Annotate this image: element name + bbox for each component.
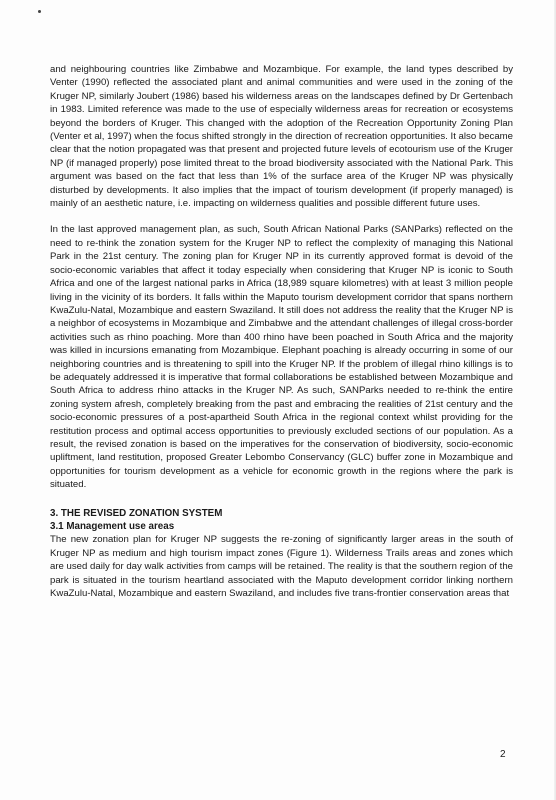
document-body bbox=[50, 63, 513, 600]
scan-speck bbox=[38, 10, 41, 13]
body-paragraph-2: In the last approved management plan, as such, South African National Parks (SANParks) reflected on the need to re-think the zonation system for the Kruger NP to reflect the complexity of managing this National Park in the 21st century. The zoning plan for Kruger NP in its currently approved format is devoid of the socio-economic variables that affect it today especially when considering that Kruger NP is iconic to South Africa and one of the largest national parks in Africa (18,989 square kilometres) with at least 3 million people living in the vicinity of its borders. It falls within the Maputo tourism development corridor that spans northern KwaZulu-Natal, Mozambique and eastern Swaziland. It still does not address the reality that the Kruger NP is a neighbor of ecosystems in Mozambique and Zimbabwe and the attendant challenges of illegal cross-border activities such as rhino poaching. More than 400 rhino have been poached in South Africa and the majority was killed in incursions emanating from Mozambique. Elephant poaching is already occurring in some of our neighboring countries and is threatening to spill into the Kruger NP. If the problem of illegal rhino killings is to be adequately addressed it is imperative that formal collaborations be established between Mozambique and South Africa to address rhino attacks in the Kruger NP. As such, SANParks needed to re-think the entire zoning system afresh, completely breaking from the past and embracing the realities of 21st century and the socio-economic pressures of a post-apartheid South Africa in the regional context whilst providing for the restitution process and optimal access opportunities to previously excluded sections of our population. As a result, the revised zonation is based on the imperatives for the conservation of biodiversity, socio-economic upliftment, land restitution, proposed Greater Lebombo Conservancy (GLC) buffer zone in Mozambique and opportunities for tourism development as a vehicle for economic growth in the regions where the park is situated. bbox=[50, 224, 513, 491]
subsection-heading: 3.1 Management use areas bbox=[50, 521, 175, 532]
section-paragraph: The new zonation plan for Kruger NP suggests the re-zoning of significantly larger areas in the south of Kruger NP as medium and high tourism impact zones (Figure 1). Wilderness Trails areas and zones which are used daily for day walk activities from camps will be retained. The reality is that the southern region of the park is situated in the tourism heartland associated with the Maputo development corridor linking northern KwaZulu-Natal, Mozambique and eastern Swaziland, and includes five trans-frontier conservation areas that bbox=[50, 534, 513, 600]
body-paragraph-1: and neighbouring countries like Zimbabwe and Mozambique. For example, the land types described by Venter (1990) reflected the associated plant and animal communities and were used in the zoning of the Kruger NP, similarly Joubert (1986) based his wilderness areas on the landscapes defined by Dr Gertenbach in 1983. Limited reference was made to the use of especially wilderness areas for recreation or ecosystems beyond the borders of Kruger. This changed with the adoption of the Recreation Opportunity Zoning Plan (Venter et al, 1997) when the focus shifted strongly in the direction of recreation opportunities. It also became clear that the notion propagated was that present and projected future levels of ecotourism use of the Kruger NP (if managed properly) pose limited threat to the broad biodiversity associated with the National Park. This argument was based on the fact that less than 1% of the surface area of the Kruger NP was physically disturbed by developments. It also implies that the impact of tourism development (if properly managed) is mainly of an aesthetic nature, i.e. impacting on wilderness qualities and possible different future uses. bbox=[50, 64, 513, 210]
page-number: 2 bbox=[500, 749, 506, 760]
section-heading: 3. THE REVISED ZONATION SYSTEM bbox=[50, 507, 223, 519]
